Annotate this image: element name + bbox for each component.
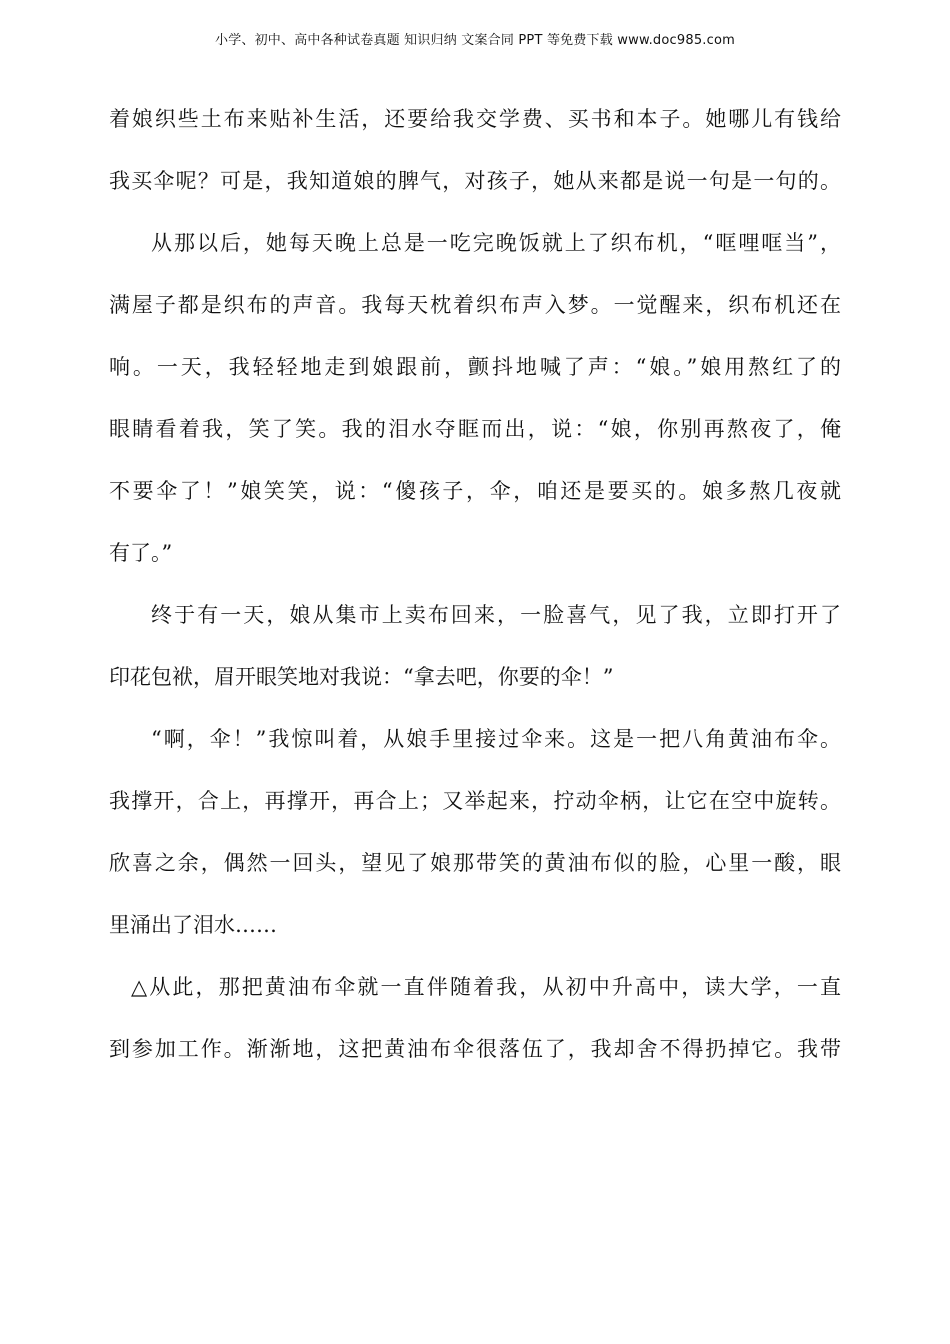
text-line: 满屋子都是织布的声音。我每天枕着织布声入梦。一觉醒来，织布机还在 — [109, 293, 841, 317]
text-line: 里涌出了泪水…… — [109, 913, 277, 937]
text-line: 响。一天，我轻轻地走到娘跟前，颤抖地喊了声：“娘。”娘用熬红了的 — [109, 355, 841, 379]
text-line: “啊，伞！”我惊叫着，从娘手里接过伞来。这是一把八角黄油布伞。 — [151, 727, 841, 751]
text-line: 终于有一天，娘从集市上卖布回来，一脸喜气，见了我，立即打开了 — [151, 603, 841, 627]
text-line: 到参加工作。渐渐地，这把黄油布伞很落伍了，我却舍不得扔掉它。我带 — [109, 1037, 841, 1061]
text-line: 眼睛看着我，笑了笑。我的泪水夺眶而出，说：“娘，你别再熬夜了，俺 — [109, 417, 841, 441]
text-line: 从那以后，她每天晚上总是一吃完晚饭就上了织布机，“哐哩哐当”， — [151, 231, 841, 255]
text-line: 我买伞呢？可是，我知道娘的脾气，对孩子，她从来都是说一句是一句的。 — [109, 169, 841, 193]
text-line: 有了。” — [109, 541, 173, 565]
text-line: 我撑开，合上，再撑开，再合上；又举起来，拧动伞柄，让它在空中旋转。 — [109, 789, 841, 813]
text-line: △从此，那把黄油布伞就一直伴随着我，从初中升高中，读大学，一直 — [131, 975, 841, 999]
text-line: 着娘织些土布来贴补生活，还要给我交学费、买书和本子。她哪儿有钱给 — [109, 107, 841, 131]
article-body — [109, 92, 841, 1084]
page-header: 小学、初中、高中各种试卷真题 知识归纳 文案合同 PPT 等免费下载 www.doc985.com — [215, 33, 735, 48]
text-line: 欣喜之余，偶然一回头，望见了娘那带笑的黄油布似的脸，心里一酸，眼 — [109, 851, 841, 875]
text-line: 不要伞了！”娘笑笑，说：“傻孩子，伞，咱还是要买的。娘多熬几夜就 — [109, 479, 841, 503]
text-line: 印花包袱，眉开眼笑地对我说：“拿去吧，你要的伞！” — [109, 665, 614, 689]
